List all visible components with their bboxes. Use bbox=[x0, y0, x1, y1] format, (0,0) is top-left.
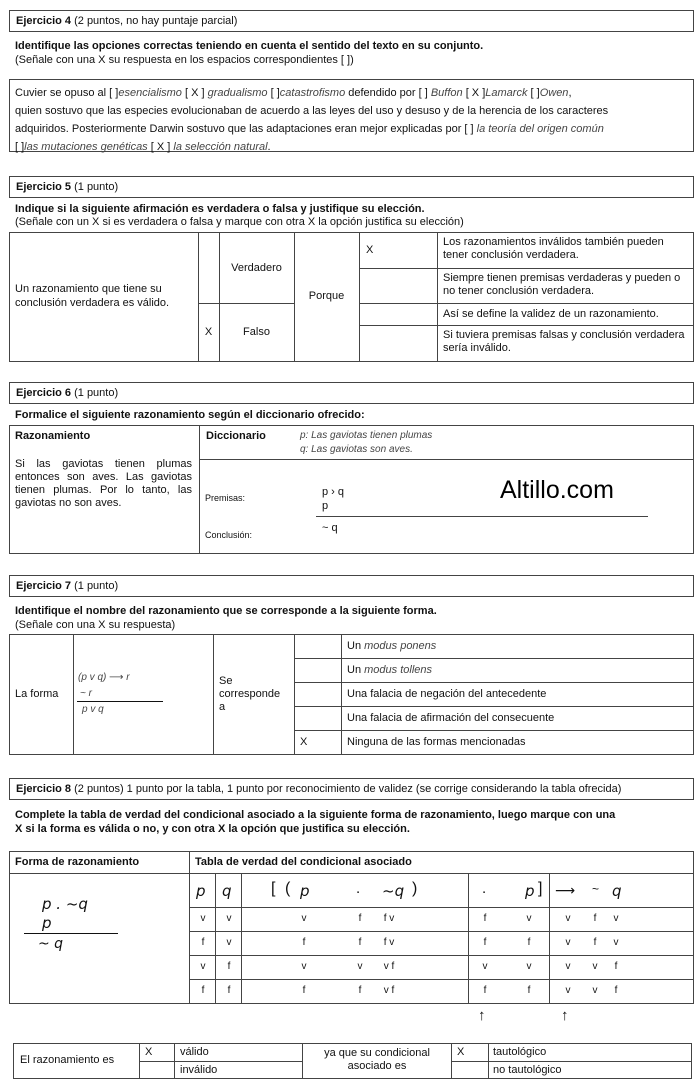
ex4-line-4: [ ]las mutaciones genéticas [ X ] la selección natural. bbox=[15, 141, 271, 153]
ex8-ya-que: ya que su condicional asociado es bbox=[324, 1047, 430, 1072]
ex8-razonamiento-es: El razonamiento es bbox=[20, 1054, 115, 1066]
ex7-header bbox=[9, 575, 694, 597]
ex5-false-label: Falso bbox=[243, 326, 270, 338]
ex8-formula-10: ~ bbox=[592, 882, 600, 896]
ex6-diccionario-label: Diccionario bbox=[206, 430, 266, 442]
ex8-formula-4: ~q bbox=[382, 882, 405, 900]
arrow-up-icon: ↑ bbox=[561, 1007, 569, 1024]
ex5-points: (1 punto) bbox=[71, 181, 119, 193]
truth-cell: v bbox=[226, 937, 232, 948]
truth-cell: v bbox=[526, 961, 532, 972]
truth-cell: f bbox=[358, 937, 362, 948]
ex5-sub-instruction: (Señale con un X si es verdadera o falsa y marque con otra X la opción justifica su elección) bbox=[15, 216, 464, 228]
ex6-title: Ejercicio 6 bbox=[16, 387, 72, 399]
ex6-dict-p: p: Las gaviotas tienen plumas bbox=[300, 430, 433, 441]
ex7-sub-instruction: (Señale con una X su respuesta) bbox=[15, 619, 176, 631]
ex4-header bbox=[9, 10, 694, 32]
ex8-instruction-1: Complete la tabla de verdad del condicional asociado a la siguiente forma de razonamiento, luego marque con una bbox=[15, 809, 616, 821]
ex6-dict-q: q: Las gaviotas son aves. bbox=[300, 444, 413, 455]
ex7-option-1 bbox=[347, 640, 436, 652]
truth-cell: v bbox=[200, 913, 206, 924]
truth-cell: f bbox=[302, 985, 306, 996]
ex4-points: (2 puntos, no hay puntaje parcial) bbox=[71, 15, 238, 27]
ex8-header-q: q bbox=[222, 882, 232, 900]
ex8-formula-7: p bbox=[525, 882, 535, 900]
ex8-title: Ejercicio 8 bbox=[16, 783, 72, 795]
ex8-header bbox=[9, 778, 694, 800]
ex8-form-line-3: ~ q bbox=[38, 936, 64, 952]
ex8-forma-label: Forma de razonamiento bbox=[15, 856, 140, 868]
truth-cell: v bbox=[565, 961, 571, 972]
ex7-title: Ejercicio 7 bbox=[16, 580, 72, 592]
ex8-formula-6: . bbox=[482, 880, 487, 897]
ex7-se-corresponde: Se corresponde a bbox=[219, 675, 281, 713]
ex8-points: (2 puntos) 1 punto por la tabla, 1 punto por reconocimiento de validez (se corrige considerando la tabla ofrecida) bbox=[71, 783, 622, 795]
ex5-option-2-text: Siempre tienen premisas verdaderas y pueden o no tener conclusión verdadera. bbox=[443, 272, 681, 297]
ex6-conclusion-label: Conclusión: bbox=[205, 530, 253, 540]
ex4-instruction: Identifique las opciones correctas teniendo en cuenta el sentido del texto en su conjunto. bbox=[15, 40, 484, 52]
arrow-up-icon: ↑ bbox=[478, 1007, 486, 1024]
ex5-instruction: Indique si la siguiente afirmación es verdadera o falsa y justifique su elección. bbox=[15, 203, 425, 215]
ex6-header bbox=[9, 382, 694, 404]
ex5-false-mark[interactable]: X bbox=[204, 326, 213, 338]
ex7-la-forma: La forma bbox=[15, 688, 59, 700]
ex7-form-line-3: p v q bbox=[82, 704, 104, 715]
ex4-sub-instruction: (Señale con una X su respuesta en los espacios correspondientes [ ]) bbox=[15, 54, 354, 66]
truth-cell: v bbox=[200, 961, 206, 972]
ex5-option-1-mark[interactable]: X bbox=[366, 244, 374, 256]
ex7-option-4: Una falacia de afirmación del consecuente bbox=[347, 712, 555, 724]
truth-cell: f bbox=[358, 913, 362, 924]
truth-cell: v bbox=[613, 913, 619, 924]
truth-cell: f bbox=[593, 913, 597, 924]
ex8-form-line-2: p bbox=[42, 914, 52, 932]
truth-cell: f bbox=[201, 937, 205, 948]
truth-cell: v bbox=[482, 961, 488, 972]
ex7-points: (1 punto) bbox=[71, 580, 119, 592]
truth-cell: f bbox=[201, 985, 205, 996]
truth-cell: f bbox=[483, 913, 487, 924]
ex4-text-box bbox=[9, 79, 694, 152]
ex6-points: (1 punto) bbox=[71, 387, 119, 399]
ex5-option-4-text: Si tuviera premisas falsas y conclusión verdadera sería inválido. bbox=[443, 329, 685, 354]
truth-cell: f bbox=[227, 985, 231, 996]
ex6-conclusion: ~ q bbox=[322, 522, 338, 534]
truth-cell: f bbox=[483, 985, 487, 996]
ex4-title: Ejercicio 4 bbox=[16, 15, 72, 27]
truth-cell: v bbox=[226, 913, 232, 924]
ex6-premisas-label: Premisas: bbox=[205, 493, 246, 503]
ex7-option-2-prefix: Un bbox=[347, 664, 365, 676]
ex5-title: Ejercicio 5 bbox=[16, 181, 72, 193]
truth-cell: f bbox=[358, 985, 362, 996]
truth-cell: v bbox=[565, 913, 571, 924]
ex7-option-2-italic: modus tollens bbox=[364, 664, 432, 676]
ex7-form-line-1: (p v q) ⟶ r bbox=[78, 672, 130, 683]
ex8-no-tautologico: no tautológico bbox=[493, 1064, 562, 1076]
truth-cell: v bbox=[592, 985, 598, 996]
ex7-option-5-mark[interactable]: X bbox=[300, 736, 308, 748]
ex7-option-3: Una falacia de negación del antecedente bbox=[347, 688, 547, 700]
ex8-formula-5: ) bbox=[412, 880, 418, 897]
ex8-formula-11: q bbox=[612, 882, 622, 900]
ex8-formula-1: ( bbox=[285, 880, 291, 897]
truth-cell: v f bbox=[383, 961, 395, 972]
ex7-instruction: Identifique el nombre del razonamiento que se corresponde a la siguiente forma. bbox=[15, 605, 437, 617]
truth-cell: f bbox=[527, 937, 531, 948]
truth-cell: v bbox=[565, 985, 571, 996]
truth-cell: v bbox=[565, 937, 571, 948]
ex8-valido: válido bbox=[180, 1046, 209, 1058]
altillo-watermark: Altillo.com bbox=[500, 476, 614, 504]
ex6-razonamiento-text: Si las gaviotas tienen plumas entonces son aves. Las gaviotas tienen plumas. Por lo tanto, las gaviotas no son aves. bbox=[15, 458, 192, 509]
ex6-premise-1: p › q bbox=[322, 486, 345, 498]
ex8-formula-2: p bbox=[300, 882, 310, 900]
ex4-line-3: adquiridos. Posteriormente Darwin sostuvo que las adaptaciones eran mejor explicadas por [ ] la teoría del origen común bbox=[15, 123, 604, 135]
ex6-razonamiento-label: Razonamiento bbox=[15, 430, 91, 442]
ex8-form-line-1: p . ~q bbox=[42, 895, 88, 913]
truth-cell: f v bbox=[383, 913, 395, 924]
ex8-tabla-label: Tabla de verdad del condicional asociado bbox=[195, 856, 412, 868]
truth-cell: v f bbox=[383, 985, 395, 996]
ex8-formula-8: ] bbox=[538, 880, 543, 897]
ex6-premise-2: p bbox=[322, 500, 329, 512]
ex8-instruction-2: X si la forma es válida o no, y con otra X la opción que justifica su elección. bbox=[15, 823, 410, 835]
ex8-formula-0: [ bbox=[271, 880, 276, 897]
ex5-option-1-text: Los razonamientos inválidos también pueden tener conclusión verdadera. bbox=[443, 236, 664, 261]
truth-cell: v bbox=[357, 961, 363, 972]
truth-cell: f bbox=[527, 985, 531, 996]
truth-cell: f bbox=[227, 961, 231, 972]
truth-cell: f bbox=[614, 985, 618, 996]
truth-cell: v bbox=[613, 937, 619, 948]
ex6-instruction: Formalice el siguiente razonamiento según el diccionario ofrecido: bbox=[15, 409, 365, 421]
ex8-invalido: inválido bbox=[180, 1064, 218, 1076]
ex5-statement: Un razonamiento que tiene su conclusión verdadera es válido. bbox=[15, 283, 170, 309]
truth-cell: f bbox=[593, 937, 597, 948]
ex7-form-line-2: ~ r bbox=[80, 688, 92, 699]
ex5-true-label: Verdadero bbox=[231, 262, 282, 274]
truth-cell: f v bbox=[383, 937, 395, 948]
ex5-option-3-text: Así se define la validez de un razonamiento. bbox=[443, 308, 659, 320]
ex7-option-2 bbox=[347, 664, 432, 676]
ex7-option-5: Ninguna de las formas mencionadas bbox=[347, 736, 526, 748]
ex8-tautologico: tautológico bbox=[493, 1046, 547, 1058]
truth-cell: f bbox=[302, 937, 306, 948]
ex8-formula-9: ⟶ bbox=[555, 882, 576, 898]
ex4-line-1: Cuvier se opuso al [ ]esencialismo [ X ] gradualismo [ ]catastrofismo defendido por [ ] Buffon [ X ]Lamarck [ ]Owen, bbox=[15, 87, 572, 99]
ex7-option-1-prefix: Un bbox=[347, 640, 365, 652]
ex5-porque: Porque bbox=[308, 290, 345, 302]
ex8-taut-mark[interactable]: X bbox=[457, 1046, 465, 1058]
truth-cell: v bbox=[301, 913, 307, 924]
truth-cell: v bbox=[592, 961, 598, 972]
truth-cell: f bbox=[614, 961, 618, 972]
ex8-header-p: p bbox=[196, 882, 206, 900]
ex4-line-2: quien sostuvo que las especies evolucionaban de acuerdo a las leyes del uso y desuso y de la herencia de los caracteres bbox=[15, 105, 609, 117]
ex5-header bbox=[9, 176, 694, 198]
ex8-valido-mark[interactable]: X bbox=[145, 1046, 153, 1058]
ex7-option-1-italic: modus ponens bbox=[364, 640, 437, 652]
truth-cell: v bbox=[526, 913, 532, 924]
truth-cell: v bbox=[301, 961, 307, 972]
truth-cell: f bbox=[483, 937, 487, 948]
ex8-formula-3: . bbox=[356, 880, 361, 897]
